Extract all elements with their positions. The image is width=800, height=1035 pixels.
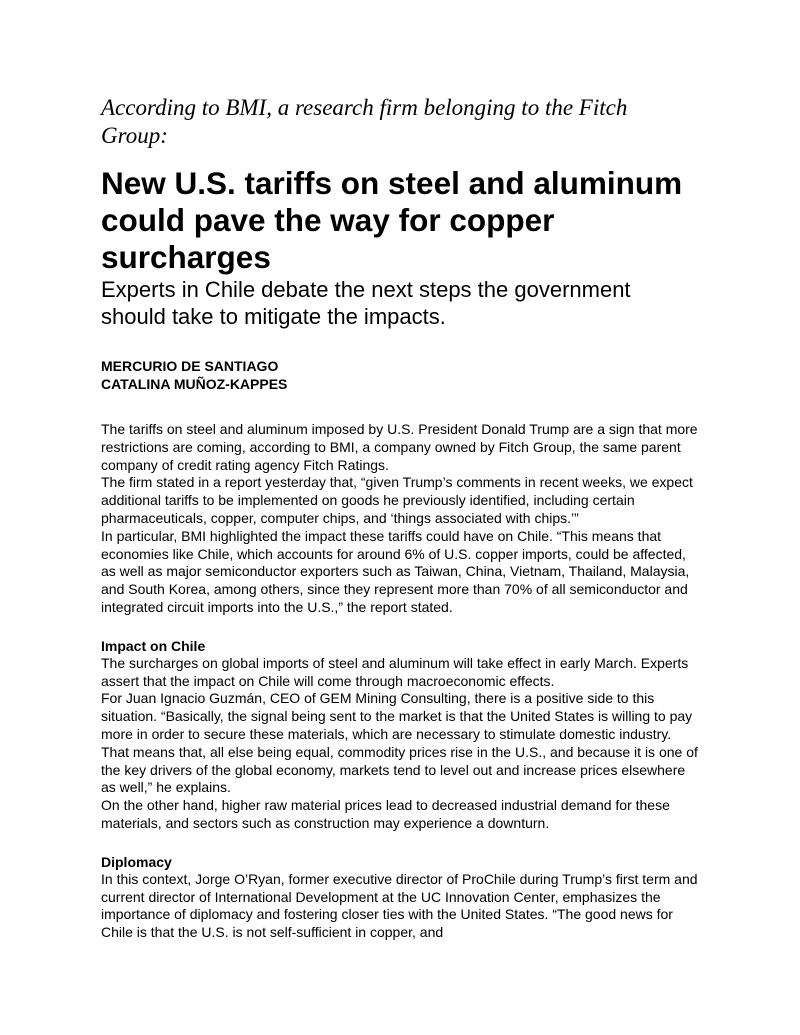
intro-section — [101, 421, 701, 617]
byline — [101, 357, 701, 393]
paragraph: The tariffs on steel and aluminum imposed by U.S. President Donald Trump are a sign that more restrictions are coming, according to BMI, a company owned by Fitch Group, the same parent company of credit rating agency Fitch Ratings. — [101, 421, 698, 473]
section-heading: Diplomacy — [101, 853, 172, 870]
subheadline: Experts in Chile debate the next steps the government should take to mitigate the impacts. — [101, 277, 631, 329]
paragraph: The firm stated in a report yesterday that, “given Trump’s comments in recent weeks, we expect additional tariffs to be implemented on goods he previously identified, including certain pharmaceuticals, copper, computer chips, and ‘things associated with chips.’” — [101, 474, 693, 526]
byline-source: MERCURIO DE SANTIAGO — [101, 358, 279, 374]
paragraph: The surcharges on global imports of steel and aluminum will take effect in early March. Experts assert that the impact on Chile will come through macroeconomic effects. — [101, 654, 689, 689]
headline: New U.S. tariffs on steel and aluminum could pave the way for copper surcharges — [101, 165, 683, 275]
kicker: According to BMI, a research firm belonging to the Fitch Group: — [101, 95, 628, 148]
article-page — [101, 94, 701, 942]
paragraph: In this context, Jorge O’Ryan, former executive director of ProChile during Trump’s first term and current director of International Development at the UC Innovation Center, emphasizes the importance of diplomacy and fostering closer ties with the United States. “The good news for Chile is that the U.S. is not self-sufficient in copper, and — [101, 870, 698, 941]
paragraph: On the other hand, higher raw material prices lead to decreased industrial demand for these materials, and sectors such as construction may experience a downturn. — [101, 797, 670, 831]
section-impact-on-chile — [101, 637, 701, 833]
paragraph: In particular, BMI highlighted the impact these tariffs could have on Chile. “This means that economies like Chile, which accounts for around 6% of U.S. copper imports, could be affected, as well as major semiconductor exporters such as Taiwan, China, Vietnam, Thailand, Malaysia, and South Korea, among others, since they represent more than 70% of all semiconductor and integrated circuit imports into the U.S.,” the report stated. — [101, 527, 690, 615]
section-diplomacy — [101, 853, 701, 942]
section-heading: Impact on Chile — [101, 637, 206, 654]
byline-author: CATALINA MUÑOZ-KAPPES — [101, 376, 288, 392]
paragraph: For Juan Ignacio Guzmán, CEO of GEM Mining Consulting, there is a positive side to this situation. “Basically, the signal being sent to the market is that the United States is willing to pay more in order to secure these materials, which are necessary to stimulate domestic industry. That means that, all else being equal, commodity prices rise in the U.S., and because it is one of the key drivers of the global economy, markets tend to level out and increase prices elsewhere as well,” he explains. — [101, 690, 698, 796]
